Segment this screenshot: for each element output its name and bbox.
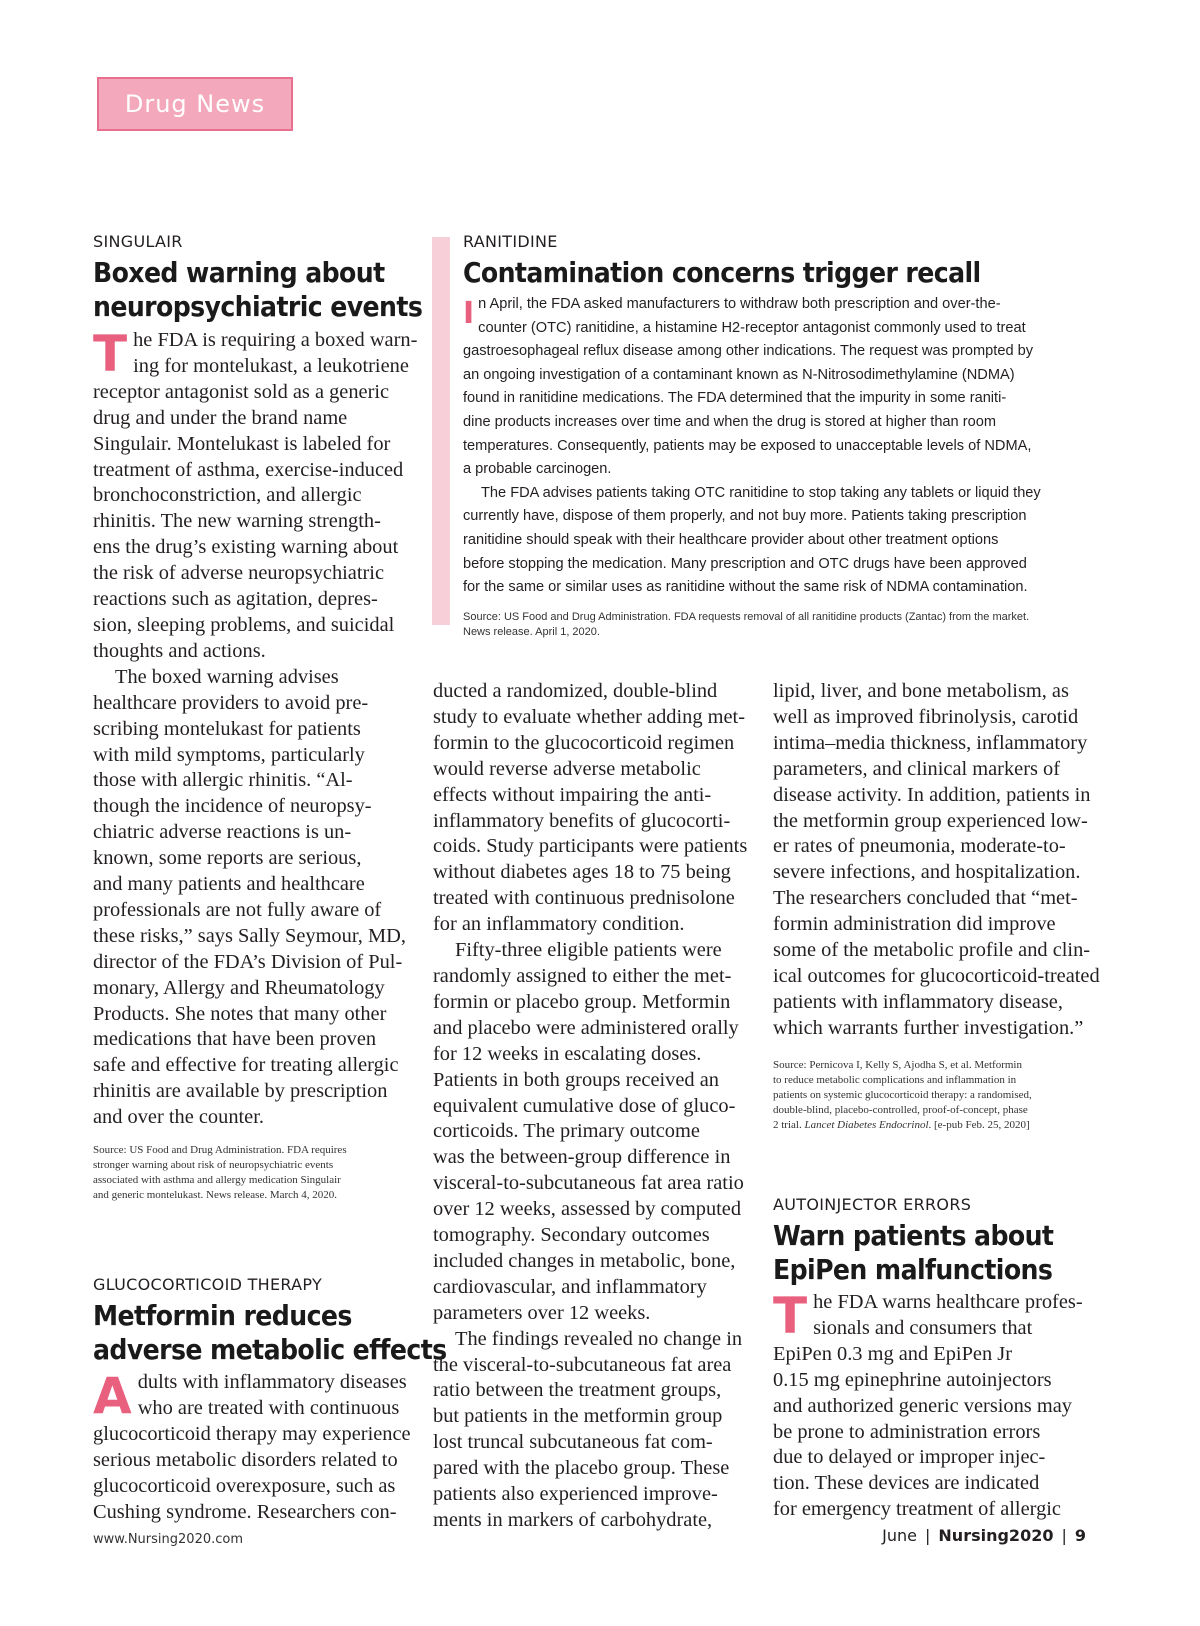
body-line: Products. She notes that many other [93, 1002, 387, 1025]
footer-month: June [882, 1526, 918, 1545]
body-line: counter (OTC) ranitidine, a histamine H2-receptor antagonist commonly used to treat [478, 319, 1026, 336]
singulair-source [93, 1143, 347, 1203]
body-line: those with allergic rhinitis. “Al- [93, 769, 353, 792]
body-line: inflammatory benefits of glucocorti- [433, 809, 731, 832]
metformin-headline-line: Metformin reduces [93, 1299, 352, 1332]
body-line: severe infections, and hospitalization. [773, 861, 1081, 884]
body-line: safe and effective for treating allergic [93, 1054, 399, 1077]
body-line: well as improved fibrinolysis, carotid [773, 705, 1079, 728]
body-line: known, some reports are serious, [93, 847, 362, 870]
body-line: reactions such as agitation, depres- [93, 588, 378, 611]
body-line: monary, Allergy and Rheumatology [93, 976, 385, 999]
body-line: patients with inflammatory disease, [773, 990, 1063, 1013]
body-line: and placebo were administered orally [433, 1016, 739, 1039]
epipen-headline-line: Warn patients about [773, 1219, 1054, 1252]
body-line: formin to the glucocorticoid regimen [433, 731, 735, 754]
body-line: would reverse adverse metabolic [433, 757, 701, 780]
source-line: Source: US Food and Drug Administration. FDA requires [93, 1144, 347, 1156]
ranitidine-headline: Contamination concerns trigger recall [463, 256, 981, 289]
metformin-drop-cap: A [93, 1367, 132, 1425]
body-line: The boxed warning advises [115, 665, 339, 688]
ranitidine-source [463, 610, 1029, 639]
body-line: bronchoconstriction, and allergic [93, 484, 362, 507]
singulair-headline [93, 256, 422, 324]
epipen-drop-cap: T [773, 1287, 808, 1345]
body-line: but patients in the metformin group [433, 1405, 723, 1428]
singulair-headline-line: Boxed warning about [93, 256, 385, 289]
body-line: ens the drug’s existing warning about [93, 536, 399, 559]
sidebar-accent-bar [432, 237, 450, 625]
metformin-kicker: GLUCOCORTICOID THERAPY [93, 1275, 323, 1294]
body-line: chiatric adverse reactions is un- [93, 821, 352, 844]
body-line: with mild symptoms, particularly [93, 743, 365, 766]
footer-magazine: Nursing2020 [938, 1526, 1054, 1545]
epipen-headline-line: EpiPen malfunctions [773, 1253, 1053, 1286]
body-line: and many patients and healthcare [93, 873, 365, 896]
body-line: The researchers concluded that “met- [773, 887, 1078, 910]
source-journal: Lancet Diabetes Endocrinol [804, 1119, 929, 1131]
body-line: though the incidence of neuropsy- [93, 795, 372, 818]
body-line: these risks,” says Sally Seymour, MD, [93, 924, 406, 947]
body-line: EpiPen 0.3 mg and EpiPen Jr [773, 1342, 1013, 1365]
body-line: cardiovascular, and inflammatory [433, 1275, 707, 1298]
singulair-kicker: SINGULAIR [93, 232, 183, 251]
body-line: thoughts and actions. [93, 639, 266, 662]
body-line: ical outcomes for glucocorticoid-treated [773, 964, 1100, 987]
body-line: scribing montelukast for patients [93, 717, 361, 740]
body-line: corticoids. The primary outcome [433, 1120, 700, 1143]
body-line: treatment of asthma, exercise-induced [93, 458, 404, 481]
body-line: due to delayed or improper injec- [773, 1446, 1046, 1469]
source-line: to reduce metabolic complications and inflammation in [773, 1074, 1017, 1086]
body-line: temperatures. Consequently, patients may be exposed to unacceptable levels of NDMA, [463, 437, 1032, 454]
body-line: patients also experienced improve- [433, 1483, 718, 1506]
body-line: for 12 weeks in escalating doses. [433, 1042, 702, 1065]
footer-website: www.Nursing2020.com [93, 1532, 244, 1547]
body-line: coids. Study participants were patients [433, 835, 748, 858]
body-line: which warrants further investigation.” [773, 1016, 1084, 1039]
source-line: double-blind, placebo-controlled, proof-of-concept, phase [773, 1104, 1028, 1116]
source-line: News release. April 1, 2020. [463, 625, 600, 638]
metformin-body-col2 [433, 679, 753, 1534]
epipen-body [773, 1287, 1103, 1523]
source-prefix: 2 trial. [773, 1119, 805, 1131]
body-line: intima–media thickness, inflammatory [773, 731, 1088, 754]
body-line: randomly assigned to either the met- [433, 964, 732, 987]
body-line: professionals are not fully aware of [93, 898, 382, 921]
body-line: glucocorticoid therapy may experience [93, 1422, 411, 1445]
body-line: a probable carcinogen. [463, 461, 612, 478]
body-line: the metformin group experienced low- [773, 809, 1088, 832]
body-line: medications that have been proven [93, 1028, 377, 1051]
metformin-headline [93, 1299, 447, 1367]
body-line: found in ranitidine medications. The FDA determined that the impurity in some raniti- [463, 390, 1007, 407]
source-line: associated with asthma and allergy medication Singulair [93, 1174, 341, 1186]
body-line: Patients in both groups received an [433, 1068, 719, 1091]
body-line: an ongoing investigation of a contaminant known as N-Nitrosodimethylamine (NDMA) [463, 366, 1015, 383]
body-line: currently have, dispose of them properly, and not buy more. Patients taking prescription [463, 508, 1027, 525]
body-line: glucocorticoid overexposure, such as [93, 1474, 396, 1497]
body-line: dults with inflammatory diseases [137, 1371, 407, 1393]
body-line: and over the counter. [93, 1106, 264, 1129]
body-line: sion, sleeping problems, and suicidal [93, 613, 395, 636]
epipen-headline [773, 1219, 1053, 1287]
body-line: formin administration did improve [773, 913, 1056, 936]
body-line: Fifty-three eligible patients were [455, 939, 722, 962]
body-line: for emergency treatment of allergic [773, 1498, 1061, 1521]
footer-divider: | [925, 1526, 931, 1545]
body-line: pared with the placebo group. These [433, 1457, 730, 1480]
body-line: the risk of adverse neuropsychiatric [93, 562, 385, 585]
source-line: Source: US Food and Drug Administration. FDA requests removal of all ranitidine products (Zantac) from the market. [463, 611, 1030, 623]
body-line: included changes in metabolic, bone, [433, 1249, 736, 1272]
body-line: gastroesophageal reflux disease among other indications. The request was prompted by [463, 343, 1034, 360]
footer-page-number: 9 [1074, 1526, 1086, 1545]
body-line: equivalent cumulative dose of gluco- [433, 1094, 736, 1117]
body-line: ratio between the treatment groups, [433, 1379, 722, 1402]
singulair-headline-line: neuropsychiatric events [93, 290, 423, 323]
body-line: dine products increases over time and when the drug is stored at higher than room [463, 413, 996, 430]
singulair-body [93, 325, 418, 1131]
body-line: without diabetes ages 18 to 75 being [433, 861, 731, 884]
body-line: ranitidine should speak with their healthcare provider about other treatment options [463, 531, 999, 548]
body-line: he FDA warns healthcare profes- [813, 1291, 1083, 1313]
body-line: sionals and consumers that [813, 1316, 1033, 1339]
body-line: before stopping the medication. Many prescription and OTC drugs have been approved [463, 555, 1027, 572]
metformin-body-col3 [773, 679, 1103, 1042]
body-line: be prone to administration errors [773, 1420, 1041, 1443]
ranitidine-body [463, 293, 1083, 600]
source-line [773, 1118, 1032, 1133]
body-line: tion. These devices are indicated [773, 1472, 1040, 1495]
body-line: serious metabolic disorders related to [93, 1448, 398, 1471]
body-line: n April, the FDA asked manufacturers to withdraw both prescription and over-the- [478, 296, 1001, 312]
body-line: for an inflammatory condition. [433, 913, 685, 936]
metformin-source [773, 1058, 1032, 1133]
body-line: he FDA is requiring a boxed warn- [133, 329, 418, 351]
body-line: who are treated with continuous [137, 1396, 400, 1419]
body-line: rhinitis. The new warning strength- [93, 510, 381, 533]
source-line: stronger warning about risk of neuropsychiatric events [93, 1159, 334, 1171]
source-suffix: . [e-pub Feb. 25, 2020] [928, 1119, 1030, 1131]
body-line: and authorized generic versions may [773, 1394, 1072, 1417]
body-line: effects without impairing the anti- [433, 783, 712, 806]
body-line: for the same or similar uses as ranitidine without the same risk of NDMA contamination. [463, 579, 1028, 596]
body-line: The FDA advises patients taking OTC ranitidine to stop taking any tablets or liquid they [481, 484, 1041, 501]
metformin-body-col1 [93, 1367, 413, 1525]
body-line: the visceral-to-subcutaneous fat area [433, 1353, 732, 1376]
body-line: 0.15 mg epinephrine autoinjectors [773, 1368, 1052, 1391]
body-line: ments in markers of carbohydrate, [433, 1509, 713, 1531]
body-line: over 12 weeks, assessed by computed [433, 1198, 742, 1221]
body-line: The findings revealed no change in [455, 1327, 743, 1350]
metformin-headline-line: adverse metabolic effects [93, 1333, 447, 1366]
ranitidine-drop-cap: I [463, 296, 475, 331]
body-line: lipid, liver, and bone metabolism, as [773, 680, 1069, 702]
body-line: some of the metabolic profile and clin- [773, 939, 1091, 962]
body-line: healthcare providers to avoid pre- [93, 691, 369, 714]
body-line: rhinitis are available by prescription [93, 1080, 388, 1103]
section-tag: Drug News [97, 77, 293, 131]
body-line: treated with continuous prednisolone [433, 887, 735, 910]
singulair-drop-cap: T [93, 325, 128, 383]
body-line: formin or placebo group. Metformin [433, 990, 731, 1013]
source-line: Source: Pernicova I, Kelly S, Ajodha S, et al. Metformin [773, 1059, 1022, 1071]
body-line: director of the FDA’s Division of Pul- [93, 950, 403, 973]
body-line: tomography. Secondary outcomes [433, 1224, 710, 1247]
body-line: parameters over 12 weeks. [433, 1301, 651, 1324]
footer-divider: | [1061, 1526, 1067, 1545]
body-line: ducted a randomized, double-blind [433, 680, 718, 702]
source-line: and generic montelukast. News release. March 4, 2020. [93, 1189, 338, 1201]
epipen-kicker: AUTOINJECTOR ERRORS [773, 1195, 972, 1214]
footer-folio [882, 1526, 1086, 1545]
body-line: ing for montelukast, a leukotriene [133, 354, 409, 377]
body-line: Cushing syndrome. Researchers con- [93, 1500, 397, 1523]
source-line: patients on systemic glucocorticoid therapy: a randomised, [773, 1089, 1032, 1101]
body-line: disease activity. In addition, patients in [773, 783, 1091, 806]
body-line: parameters, and clinical markers of [773, 757, 1061, 780]
body-line: receptor antagonist sold as a generic [93, 380, 390, 403]
body-line: visceral-to-subcutaneous fat area ratio [433, 1172, 744, 1195]
body-line: er rates of pneumonia, moderate-to- [773, 835, 1066, 858]
ranitidine-kicker: RANITIDINE [463, 232, 558, 251]
body-line: lost truncal subcutaneous fat com- [433, 1431, 713, 1454]
body-line: was the between-group difference in [433, 1146, 731, 1169]
body-line: Singulair. Montelukast is labeled for [93, 432, 391, 455]
body-line: drug and under the brand name [93, 406, 348, 429]
body-line: study to evaluate whether adding met- [433, 705, 745, 728]
